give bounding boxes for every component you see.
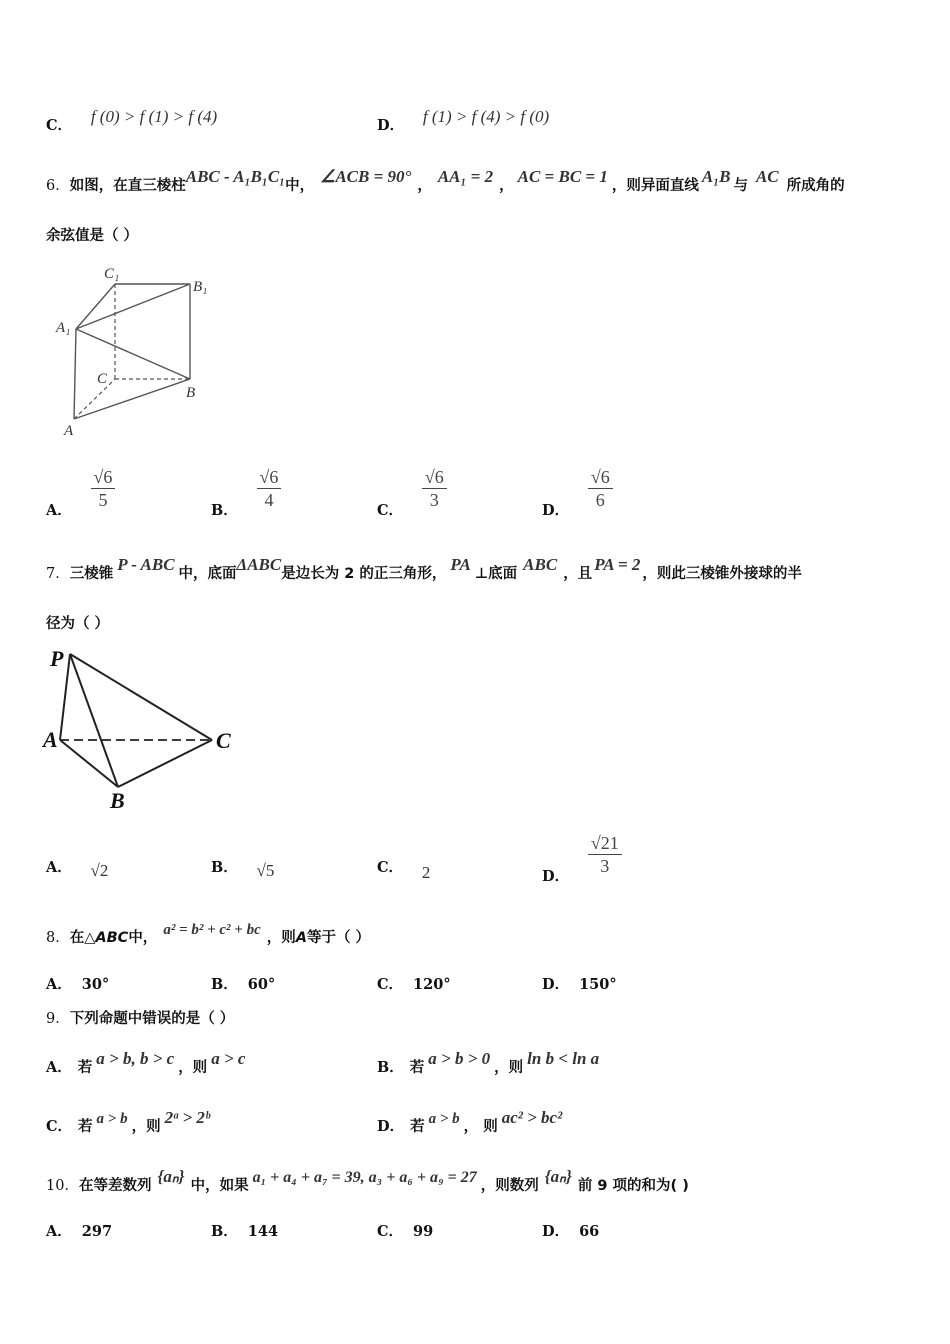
stem-math: {aₙ} [157,1167,185,1186]
stem-text: 中， [128,930,158,946]
question-number: 7． [46,566,70,582]
stem-text: 三棱锥 [69,566,114,582]
fraction-numerator: √6 [91,466,116,489]
option-result: a > c [211,1049,246,1068]
q7-option-a[interactable] [46,856,109,880]
stem-text: 等于（ ） [307,930,371,946]
option-label: B． [377,1059,404,1076]
q8-option-d[interactable] [542,973,617,994]
q10-option-b[interactable] [211,1220,278,1241]
option-value: 2 [421,863,431,882]
q10-option-a[interactable] [46,1220,112,1241]
option-label: B． [211,976,238,993]
q8-option-c[interactable] [377,973,451,994]
edge-P-C [70,654,212,740]
stem-text: 中，如果 [190,1178,249,1194]
label-B: B [110,788,125,813]
q6-stem-line2: 余弦值是（ ） [46,228,139,244]
q7-pyramid-figure [42,644,242,814]
q6-prism-figure [52,262,222,442]
q10-option-d[interactable] [542,1220,599,1241]
option-result: 2ᵃ > 2ᵇ [164,1108,210,1127]
stem-math: ΔABC [236,555,282,574]
fraction-numerator: √21 [588,832,622,855]
q7-stem [46,555,802,583]
option-label: C． [377,501,404,519]
q8-option-b[interactable] [211,973,275,994]
stem-math: {aₙ} [544,1167,572,1186]
option-value: 144 [247,1223,279,1240]
stem-text: ， [499,178,514,194]
option-value: 99 [413,1223,434,1240]
option-condition: a > b [96,1111,128,1127]
edge-A1-B [76,329,190,379]
stem-text: 中， [285,178,315,194]
option-then: ，则 [494,1060,524,1076]
label-B: B [186,385,196,401]
option-if: 若 [78,1119,93,1135]
option-then: ，则 [178,1060,208,1076]
option-label: A． [46,1059,72,1076]
stem-text: 所成角的 [786,178,845,194]
option-value: 60° [247,976,276,993]
option-label: C． [377,976,404,993]
edge-B-C [118,740,212,787]
stem-text: ⊥底面 [474,566,518,582]
option-label: B． [211,859,238,876]
stem-text: 中，底面 [178,566,237,582]
stem-math: a² = b² + c² + bc [163,922,261,938]
stem-math: PA [450,555,471,574]
option-label: D． [377,1118,405,1135]
q5-option-d[interactable] [377,107,550,135]
option-condition: a > b [428,1111,460,1127]
stem-math: A₁B [701,167,731,186]
stem-text: ， [417,178,432,194]
q6-option-d[interactable] [542,466,613,519]
stem-text: ，则此三棱锥外接球的半 [642,566,802,582]
option-label: A． [46,859,72,876]
option-value: √2 [90,861,109,880]
stem-math: P - ABC [117,555,175,574]
stem-math: ABC - A₁B₁C₁ [185,167,286,186]
option-label: C． [377,859,404,876]
option-label: C． [377,1223,404,1240]
option-label: C． [46,1118,73,1135]
option-result: ln b < ln a [527,1049,600,1068]
question-number: 10． [46,1178,79,1194]
q10-stem [46,1167,689,1195]
option-label: A． [46,1223,72,1240]
stem-math: PA = 2 [594,555,641,574]
option-if: 若 [77,1060,93,1076]
q8-stem [46,922,371,947]
edge-A1-C1 [76,284,115,329]
fraction-numerator: √6 [257,466,282,489]
option-fraction [91,466,116,511]
option-result: ac² > bc² [501,1108,563,1127]
q5-option-c[interactable] [46,107,218,135]
q9-option-a[interactable] [46,1049,246,1077]
stem-text: 下列命题中错误的是（ ） [69,1011,235,1027]
label-C: C [97,371,108,387]
label-A1: A₁ [56,320,71,336]
option-value: 120° [413,976,451,993]
option-label: A． [46,501,72,519]
q9-option-b[interactable] [377,1049,600,1077]
q8-option-a[interactable] [46,973,109,994]
stem-math: ABC [523,555,558,574]
option-label: B． [211,501,238,519]
q10-option-c[interactable] [377,1220,433,1241]
option-value: 66 [579,1223,600,1240]
q7-option-d[interactable] [542,832,622,885]
option-condition: a > b, b > c [96,1049,175,1068]
option-value: √5 [256,861,275,880]
q9-stem [46,1007,234,1028]
fraction-numerator: √6 [588,466,613,489]
option-expr: f (0) > f (1) > f (4) [90,107,218,126]
stem-text-italic: A [295,930,307,946]
option-if: 若 [409,1060,425,1076]
stem-text: ，则数列 [480,1178,539,1194]
stem-text: 如图，在直三棱柱 [69,178,186,194]
q6-option-b[interactable] [211,466,281,519]
label-B1: B₁ [193,279,208,295]
fraction-denominator: 3 [600,856,610,876]
option-fraction [257,466,282,511]
stem-math: a₁ + a₄ + a₇ = 39, a₃ + a₆ + a₉ = 27 [252,1169,477,1186]
question-number: 8． [46,930,70,946]
stem-text-italic: ABC [95,930,129,946]
stem-math: ∠ACB = 90° [320,167,412,186]
stem-text: ，则异面直线 [611,178,699,194]
option-expr: f (1) > f (4) > f (0) [422,107,550,126]
q6-option-a[interactable] [46,466,115,519]
stem-math: AC [755,167,779,186]
stem-text: 是边长为 2 的正三角形， [281,566,447,582]
option-label: D． [542,1223,570,1240]
option-label: A． [46,976,72,993]
label-C1: C₁ [104,266,120,282]
stem-text: ，则 [266,930,296,946]
stem-math: AC = BC = 1 [517,167,608,186]
q7-option-c[interactable] [377,856,431,882]
label-A: A [43,727,58,752]
option-label: D． [542,501,570,519]
label-A: A [64,423,74,439]
option-value: 30° [81,976,110,993]
label-C: C [216,728,231,753]
stem-text: 与 [733,178,748,194]
q7-option-b[interactable] [211,856,275,880]
stem-math: AA₁ = 2 [437,167,494,186]
option-label: D． [542,867,570,885]
question-number: 9． [46,1011,70,1027]
option-fraction [588,832,622,877]
q6-option-c[interactable] [377,466,447,519]
option-condition: a > b > 0 [428,1049,491,1068]
q9-option-c[interactable] [46,1108,210,1136]
option-if: 若 [410,1119,425,1135]
option-value: 297 [81,1223,113,1240]
edge-A1-A [74,329,76,419]
fraction-denominator: 6 [595,490,605,510]
edge-A1-B1 [76,284,190,329]
stem-text: 在△ [69,930,96,946]
edge-A-B [74,379,190,419]
option-label: D． [377,117,405,134]
edge-A-C [74,379,115,419]
stem-text: 前 9 项的和为( ) [577,1178,689,1194]
stem-text: ，且 [563,566,593,582]
label-P: P [50,646,64,671]
option-then: ， 则 [463,1119,498,1135]
option-label: C． [46,117,73,134]
option-value: 150° [579,976,617,993]
q6-stem [46,167,845,195]
option-label: D． [542,976,570,993]
option-then: ，则 [131,1119,161,1135]
fraction-denominator: 4 [264,490,274,510]
option-fraction [422,466,447,511]
question-number: 6． [46,178,70,194]
q7-stem-line2: 径为（ ） [46,616,110,632]
option-fraction [588,466,613,511]
stem-text: 在等差数列 [78,1178,152,1194]
q9-option-d[interactable] [377,1108,563,1136]
fraction-denominator: 5 [98,490,108,510]
fraction-denominator: 3 [429,490,439,510]
option-label: B． [211,1223,238,1240]
fraction-numerator: √6 [422,466,447,489]
